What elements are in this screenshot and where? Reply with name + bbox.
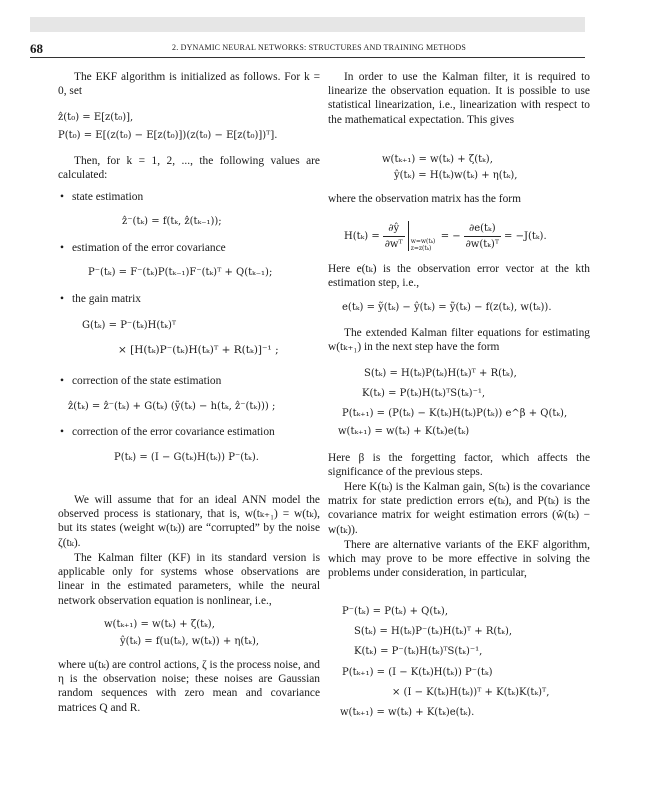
bullet-error-covariance: • estimation of the error covariance (58, 241, 320, 255)
eq-alt-4: P(tₖ₊₁) = (I − K(tₖ)H(tₖ)) P⁻(tₖ) (342, 667, 493, 678)
left-para-5: where u(tₖ) are control actions, ζ is the process noise, and η is the observation noise; these noises are Gaussian random sequences with zero mean and covariance matrices Q and R. (58, 659, 320, 714)
eq-alt-1: P⁻(tₖ) = P(tₖ) + Q(tₖ), (342, 606, 448, 617)
left-para-4: The Kalman filter (KF) in its standard version is applicable only for systems whose observations are linear in the estimated parameters, while the neural network observation equation is nonlinear, i.e., (58, 552, 320, 607)
bullet-covariance-correction: • correction of the error covariance estimation (58, 425, 320, 439)
right-para-3: Here e(tₖ) is the observation error vector at the kth estimation step, i.e., (328, 263, 590, 290)
eq-alt-3: K(tₖ) = P⁻(tₖ)H(tₖ)ᵀS(tₖ)⁻¹, (354, 646, 483, 657)
eq-alt-5: × (I − K(tₖ)H(tₖ))ᵀ + K(tₖ)K(tₖ)ᵀ, (392, 687, 550, 698)
eq-observation-2: ŷ(tₖ) = f(u(tₖ), w(tₖ)) + η(tₖ), (120, 636, 260, 647)
right-para-1: In order to use the Kalman filter, it is required to linearize the observation equation. It is possible to use statistical linearization, i.e., linearization with respect to the mathematical expectation. This gives (328, 71, 590, 126)
running-title: 2. DYNAMIC NEURAL NETWORKS: STRUCTURES AND TRAINING METHODS (172, 43, 467, 52)
eq-ekf-1: S(tₖ) = H(tₖ)P(tₖ)H(tₖ)ᵀ + R(tₖ), (364, 368, 517, 379)
eq-ekf-4: w(tₖ₊₁) = w(tₖ) + K(tₖ)e(tₖ) (338, 426, 470, 437)
eq-gain-matrix-line2: × [H(tₖ)P⁻(tₖ)H(tₖ)ᵀ + R(tₖ)]⁻¹ ; (118, 344, 279, 356)
left-para-3: We will assume that for an ideal ANN model the observed process is stationary, that is, w(tₖ₊₁) = w(tₖ), but its states (weight w(tₖ)) are “corrupted” by the noise ζ(tₖ). (58, 494, 320, 549)
eq-gain-matrix-line1: G(tₖ) = P⁻(tₖ)H(tₖ)ᵀ (82, 320, 177, 331)
eq-covariance-correction: P(tₖ) = (I − G(tₖ)H(tₖ)) P⁻(tₖ). (114, 452, 259, 463)
eq-observation-1: w(tₖ₊₁) = w(tₖ) + ζ(tₖ), (104, 619, 215, 630)
bullet-state-estimation: • state estimation (58, 190, 320, 204)
right-para-4: The extended Kalman filter equations for estimating w(tₖ₊₁) in the next step have the form (328, 327, 590, 354)
eq-alt-2: S(tₖ) = H(tₖ)P⁻(tₖ)H(tₖ)ᵀ + R(tₖ), (354, 626, 513, 637)
eq-alt-6: w(tₖ₊₁) = w(tₖ) + K(tₖ)e(tₖ). (340, 707, 475, 718)
top-shaded-bar (30, 17, 585, 32)
eq-linearized-2: ŷ(tₖ) = H(tₖ)w(tₖ) + η(tₖ), (394, 170, 518, 181)
eq-linearized-1: w(tₖ₊₁) = w(tₖ) + ζ(tₖ), (382, 154, 493, 165)
right-para-7: There are alternative variants of the EKF algorithm, which may prove to be more effective in solving the problems under consideration, in particular, (328, 539, 590, 580)
eq-init-1: ẑ(t₀) = E[z(t₀)], (58, 112, 134, 123)
bullet-state-correction: • correction of the state estimation (58, 374, 320, 388)
right-para-6: Here K(tₖ) is the Kalman gain, S(tₖ) is the covariance matrix for state prediction errors e(tₖ), and P(tₖ) is the covariance matrix for weight estimation errors (ŵ(tₖ) − w(tₖ)). (328, 481, 590, 536)
page-number: 68 (30, 41, 43, 56)
eq-ekf-3: P(tₖ₊₁) = (P(tₖ) − K(tₖ)H(tₖ)P(tₖ)) e^β + Q(tₖ), (342, 408, 568, 419)
right-para-2: where the observation matrix has the form (328, 193, 521, 205)
eq-init-2: P(t₀) = E[(z(t₀) − E[z(t₀)])(z(t₀) − E[z(t₀)])ᵀ]. (58, 130, 278, 141)
eq-ekf-2: K(tₖ) = P(tₖ)H(tₖ)ᵀS(tₖ)⁻¹, (362, 388, 486, 399)
eq-state-estimation: ẑ⁻(tₖ) = f(tₖ, ẑ(tₖ₋₁)); (122, 216, 222, 227)
eq-observation-matrix: H(tₖ) = $\frac{\partial ŷ}{\text{∂wᵀ}}$ w=w(tₖ) z=z(tₖ) = − $\frac{\text{∂e(tₖ)}}{\text{∂w(tₖ)ᵀ}}$ = −J(tₖ). (344, 222, 547, 252)
bullet-gain-matrix: • the gain matrix (58, 292, 320, 306)
eq-error-covariance: P⁻(tₖ) = F⁻(tₖ)P(tₖ₋₁)F⁻(tₖ)ᵀ + Q(tₖ₋₁); (88, 267, 273, 278)
eq-state-correction: ẑ(tₖ) = ẑ⁻(tₖ) + G(tₖ) (ỹ(tₖ) − h(tₖ, ẑ⁻(tₖ))) ; (68, 401, 276, 412)
left-para-2: Then, for k = 1, 2, ..., the following values are calculated: (58, 155, 320, 182)
eq-observation-error: e(tₖ) = ỹ(tₖ) − ŷ(tₖ) = ỹ(tₖ) − f(z(tₖ), w(tₖ)). (342, 302, 552, 313)
left-para-1: The EKF algorithm is initialized as follows. For k = 0, set (58, 71, 320, 98)
right-para-5: Here β is the forgetting factor, which affects the significance of the previous steps. (328, 452, 590, 479)
header-rule (30, 57, 585, 58)
